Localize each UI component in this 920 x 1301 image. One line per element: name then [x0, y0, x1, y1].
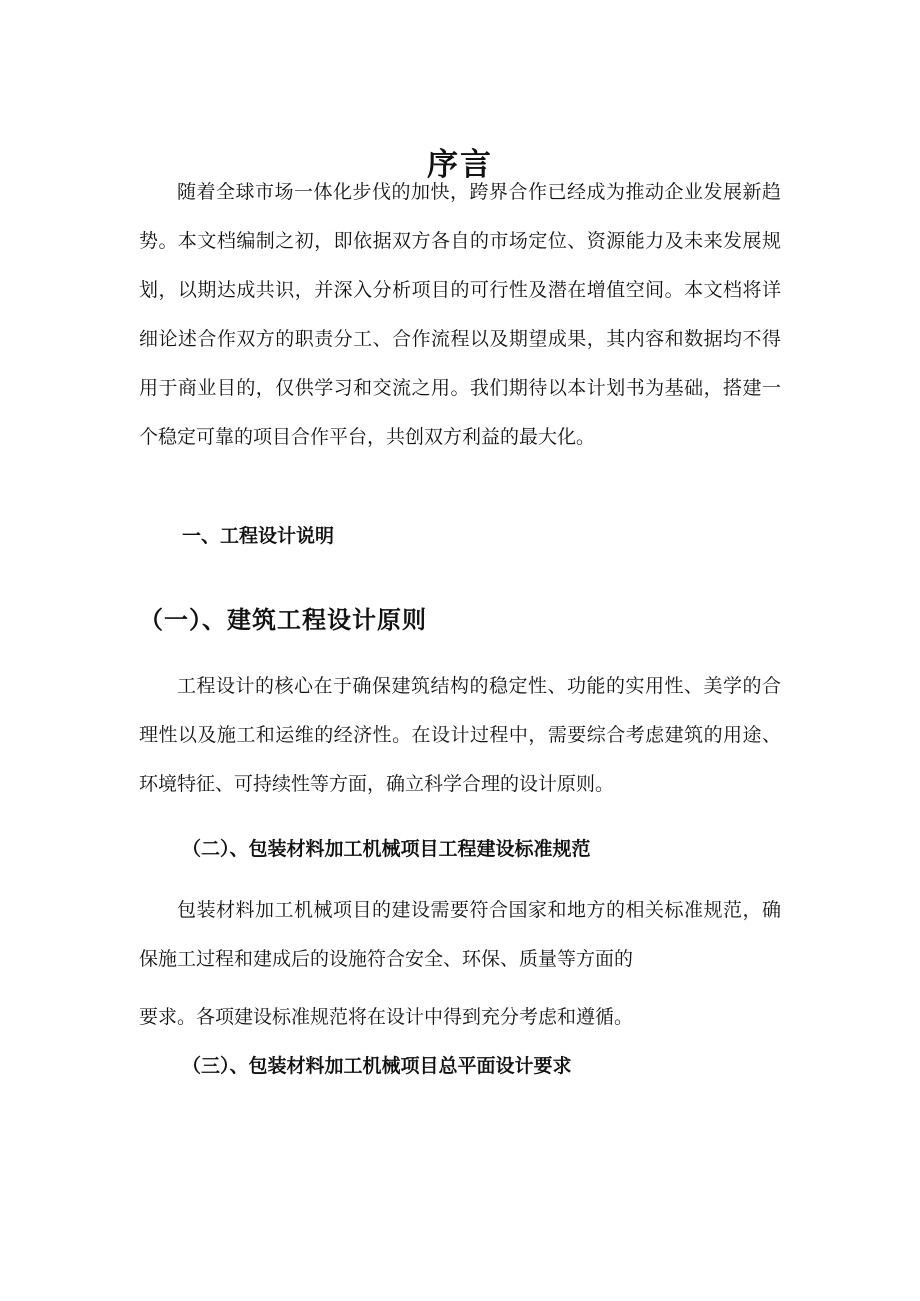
page-title: 序言 [427, 146, 493, 183]
standards-paragraph-continued: 要求。各项建设标准规范将在设计中得到充分考虑和遵循。 [139, 1006, 634, 1028]
subsection-heading-site-plan: （三）、包装材料加工机械项目总平面设计要求 [182, 1055, 572, 1077]
subsection-heading-design-principles: （一）、建筑工程设计原则 [139, 606, 427, 634]
design-principles-paragraph: 工程设计的核心在于确保建筑结构的稳定性、功能的实用性、美学的合理性以及施工和运维的经济性。在设计过程中，需要综合考虑建筑的用途、环境特征、可持续性等方面，确立科学合理的设计原则。 [139, 675, 781, 795]
intro-paragraph: 随着全球市场一体化步伐的加快，跨界合作已经成为推动企业发展新趋势。本文档编制之初，即依据双方各自的市场定位、资源能力及未来发展规划，以期达成共识，并深入分析项目的可行性及潜在增值空间。本文档将详细论述合作双方的职责分工、合作流程以及期望成果，其内容和数据均不得用于商业目的，仅供学习和交流之用。我们期待以本计划书为基础，搭建一个稳定可靠的项目合作平台，共创双方利益的最大化。 [139, 181, 781, 448]
subsection-heading-standards: （二）、包装材料加工机械项目工程建设标准规范 [182, 838, 591, 860]
section-heading-engineering-design: 一、工程设计说明 [182, 525, 335, 547]
standards-paragraph: 包装材料加工机械项目的建设需要符合国家和地方的相关标准规范，确保施工过程和建成后的设施符合安全、环保、质量等方面的 [139, 899, 781, 970]
